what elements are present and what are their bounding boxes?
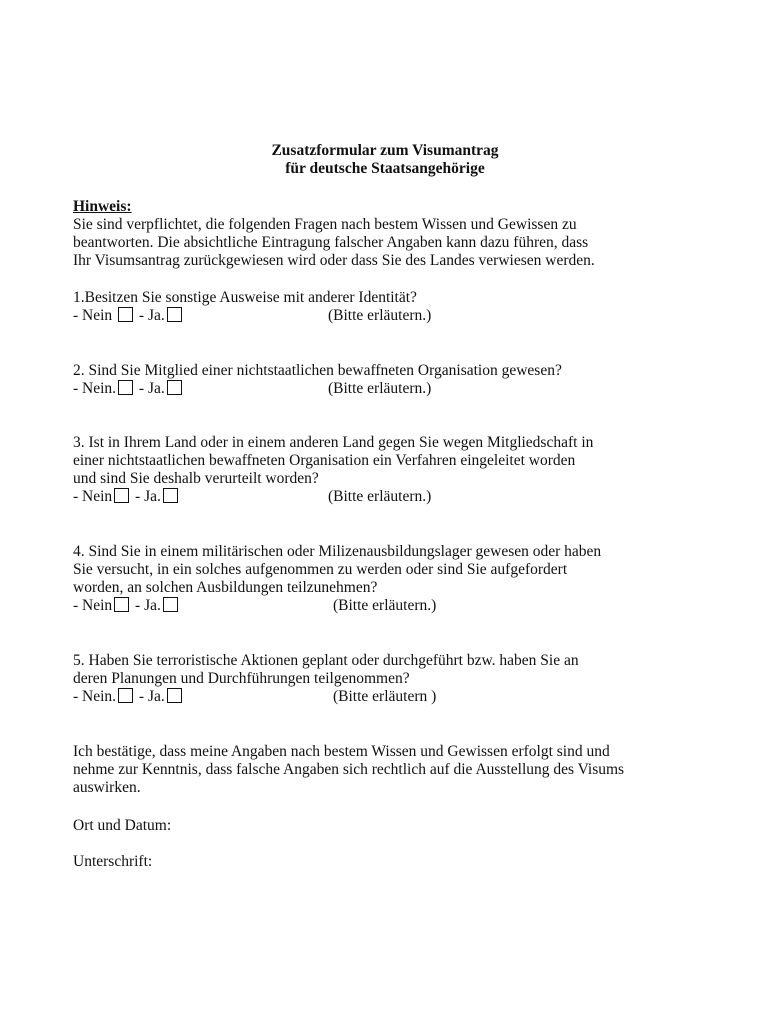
no-label: - Nein. [73,688,117,705]
answer-row [73,380,713,398]
place-date-label: Ort und Datum: [73,817,172,834]
no-label: - Nein. [73,380,117,397]
yes-label: - Ja. [135,488,161,505]
notice-section [73,198,713,270]
question-text: 1.Besitzen Sie sonstige Ausweise mit anderer Identität? [73,289,417,306]
title-line-1: Zusatzformular zum Visumantrag [271,142,499,159]
yes-label: - Ja. [135,597,161,614]
question-text: einer nichtstaatlichen bewaffneten Organisation ein Verfahren eingeleitet worden [73,452,576,469]
explain-label: (Bitte erläutern.) [328,307,432,324]
no-checkbox[interactable] [114,597,129,612]
question-text: 2. Sind Sie Mitglied einer nichtstaatlichen bewaffneten Organisation gewesen? [73,362,562,379]
no-label: - Nein [73,597,113,614]
yes-label: - Ja. [138,688,165,705]
question-3 [73,434,713,506]
question-4 [73,543,713,615]
yes-checkbox[interactable] [163,597,178,612]
explain-label: (Bitte erläutern.) [328,488,432,505]
answer-row [73,688,713,706]
question-text: Sie versucht, in ein solches aufgenommen zu werden oder sind Sie aufgefordert [73,561,568,578]
no-label: - Nein [73,307,113,324]
answer-row [73,307,713,325]
yes-label: - Ja. [138,307,165,324]
question-text: deren Planungen und Durchführungen teilgenommen? [73,670,410,687]
answer-row [73,488,713,506]
question-text: worden, an solchen Ausbildungen teilzunehmen? [73,579,378,596]
confirmation-line: Ich bestätige, dass meine Angaben nach bestem Wissen und Gewissen erfolgt sind und [73,743,610,760]
explain-label: (Bitte erläutern ) [333,688,437,705]
signature-field[interactable] [73,853,713,871]
question-text: und sind Sie deshalb verurteilt worden? [73,470,319,487]
yes-label: - Ja. [138,380,165,397]
signature-label: Unterschrift: [73,853,153,870]
yes-checkbox[interactable] [167,688,182,703]
yes-checkbox[interactable] [167,380,182,395]
notice-line: Ihr Visumsantrag zurückgewiesen wird oder dass Sie des Landes verwiesen werden. [73,252,595,269]
notice-line: Sie sind verpflichtet, die folgenden Fragen nach bestem Wissen und Gewissen zu [73,216,577,233]
no-label: - Nein [73,488,113,505]
question-text: 5. Haben Sie terroristische Aktionen geplant oder durchgeführt bzw. haben Sie an [73,652,579,669]
explain-label: (Bitte erläutern.) [328,380,432,397]
confirmation-section [73,743,713,797]
confirmation-line: auswirken. [73,779,141,796]
answer-row [73,597,713,615]
no-checkbox[interactable] [118,380,133,395]
notice-heading: Hinweis: [73,198,132,215]
question-text: 4. Sind Sie in einem militärischen oder Milizenausbildungslager gewesen oder haben [73,543,602,560]
question-1 [73,289,713,325]
confirmation-line: nehme zur Kenntnis, dass falsche Angaben sich rechtlich auf die Ausstellung des Visums [73,761,625,778]
yes-checkbox[interactable] [167,307,182,322]
yes-checkbox[interactable] [163,488,178,503]
no-checkbox[interactable] [118,688,133,703]
no-checkbox[interactable] [114,488,129,503]
notice-line: beantworten. Die absichtliche Eintragung falscher Angaben kann dazu führen, dass [73,234,589,251]
question-2 [73,362,713,398]
question-5 [73,652,713,706]
question-text: 3. Ist in Ihrem Land oder in einem anderen Land gegen Sie wegen Mitgliedschaft in [73,434,594,451]
explain-label: (Bitte erläutern.) [333,597,437,614]
title-line-2: für deutsche Staatsangehörige [285,160,485,177]
place-date-field[interactable] [73,817,713,835]
no-checkbox[interactable] [118,307,133,322]
form-title [0,142,770,178]
